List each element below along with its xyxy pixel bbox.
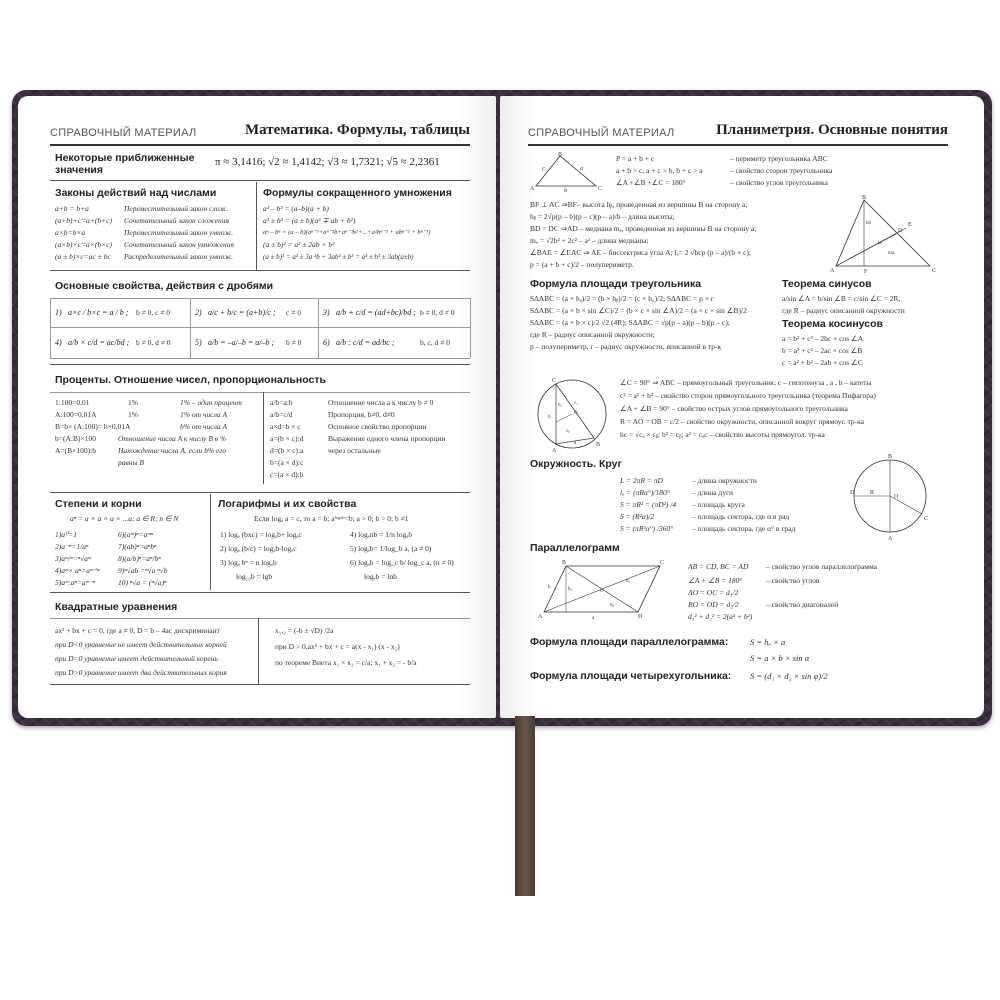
left-page	[18, 96, 496, 718]
par-label: hₐ	[568, 587, 572, 592]
power-rule: 9)ⁿ√ab =ⁿ√a ⁿ√b	[118, 566, 168, 575]
log-rule: log₁₀b = lgb	[236, 572, 273, 581]
law-desc: Распределительный закон умнож.	[124, 252, 234, 261]
fractions-title: Основные свойства, действия с дробями	[55, 280, 274, 292]
circle-label: C	[924, 516, 929, 522]
quad-row: x₁,₂ = (-b ± √D) /2a	[275, 626, 334, 635]
prop-formula: d=(b × c):a	[270, 446, 304, 455]
percent-title: Проценты. Отношение чисел, пропорциональность	[55, 374, 326, 386]
right-tri-row: c² = a² + b² – свойство сторон прямоугольного треугольника (теорема Пифагора)	[620, 391, 876, 400]
tri-line: hᵦ = 2√p(p – b)(p – c)(p – a)/b – длина высоты;	[530, 212, 675, 221]
circle-label: O	[894, 494, 899, 500]
circle-formula: lₐ = (πRα°)/180°	[620, 488, 670, 497]
bookmark-ribbon	[515, 716, 535, 896]
law-formula: (a+b)+c=a+(b+c)	[55, 216, 112, 225]
tri-label: c	[542, 166, 545, 172]
right-tri-row: R = AO = OB = c/2 – свойство окружности, описанной вокруг прямоуг. тр-ка	[620, 417, 865, 426]
left-header	[50, 122, 470, 139]
log-rule: 5) logₐb= 1/log_b a, (a ≠ 0)	[350, 544, 432, 553]
divider	[50, 358, 470, 359]
fraction-cond: b ≠ 0, c ≠ 0	[136, 308, 171, 317]
divider	[190, 298, 191, 358]
divider	[50, 298, 470, 299]
fraction-cond: b ≠ 0	[286, 338, 302, 347]
cosines-row: a = b² + c² – 2bc × cos ∠A	[782, 334, 864, 343]
tri-label: h꜀	[558, 403, 563, 408]
divider	[50, 618, 470, 619]
par-formula: AO = OC = d₁/2	[688, 588, 739, 597]
tri-label: E	[908, 222, 912, 228]
divider	[50, 392, 470, 393]
right-header	[528, 122, 948, 139]
quad-row: при D<0 уравнение не имеет действительных корней	[55, 640, 227, 649]
par-desc: – свойство диагоналей	[766, 600, 839, 609]
par-label: D	[638, 614, 643, 620]
par-label: d₂	[610, 603, 615, 608]
par-area-row: S = a × b × sin α	[750, 653, 810, 663]
fraction-expr: a/c + b/c = (a+b)/c ;	[208, 308, 276, 317]
tri-label: A	[530, 186, 535, 192]
right-page	[500, 96, 984, 718]
percent-b: 1%	[128, 398, 138, 407]
tri-line: ∠BAE = ∠EAC ⇒ AE – биссектриса угла A; lₐ= 2 √bcp (p – a)/(b + c);	[530, 248, 752, 257]
tri-label: F	[864, 269, 868, 275]
log-rule: 1) logₐ (bxc) = logₐb+ logₐc	[220, 530, 302, 539]
tri-label: A	[552, 448, 557, 454]
power-rule: 7)(ab)ⁿ=aⁿbⁿ	[118, 542, 157, 551]
circle-formula: S = (R²α)/2	[620, 512, 655, 521]
tri-label: B	[558, 152, 563, 158]
par-label: B	[562, 560, 567, 566]
basic-formula: P = a + b + c	[616, 154, 655, 163]
power-rule: 8)(a/b)ⁿ=aⁿ/bⁿ	[118, 554, 161, 563]
circle-formula: S = πR² = (πD²) /4	[620, 500, 677, 509]
divider	[50, 684, 470, 685]
tri-label: B	[862, 195, 867, 201]
tri-label: b	[548, 415, 551, 420]
divider	[470, 298, 471, 358]
area-row: S∆ABC = (a × hₐ)/2 = (b × hᵦ)/2 = (c × h꜀)/2; S∆ABC = p × r	[530, 294, 714, 303]
tri-label: a	[580, 166, 583, 172]
divider	[258, 618, 259, 684]
fraction-expr: a/b : c/d = ad/bc ;	[336, 338, 395, 347]
log-rule: 6) logₐb = log_c b/ log_c a, (n ≠ 0)	[350, 558, 454, 567]
right-header-title: Планиметрия. Основные понятия	[716, 122, 948, 138]
right-tri-row: ∠C = 90° ⇒ ABC – прямоугольный треугольник; c – гипотенуза , a , b – катеты	[620, 378, 872, 387]
percent-c: равны B	[118, 458, 145, 467]
log-rule: 2) logₐ (b/c) = logₐb-logₐc	[220, 544, 297, 553]
par-label: A	[538, 614, 543, 620]
approx-title: Некоторые приближенные значения	[55, 152, 195, 176]
cosines-row: b = a² + c² – 2ac × cos ∠B	[782, 346, 863, 355]
power-rule: 3)aᵐ/ⁿ=ⁿ√aᵐ	[55, 554, 91, 563]
divider	[50, 592, 470, 593]
prop-formula: a/b=a:b	[270, 398, 293, 407]
par-label: b	[548, 585, 551, 590]
tri-line: BD = DC ⇒AD – медиана mₐ, проведенная из вершины B на сторону a;	[530, 224, 757, 233]
cosines-row: c = a² + b² – 2ab × cos ∠C	[782, 358, 863, 367]
cosines-title: Теорема косинусов	[782, 318, 883, 330]
basic-desc: – периметр треугольника ABC	[730, 154, 828, 163]
basic-desc: – свойство сторон треугольника	[730, 166, 833, 175]
tri-label: la	[878, 241, 882, 246]
logs-title: Логарифмы и их свойства	[218, 498, 357, 510]
par-label: O	[600, 589, 604, 594]
triangle-heights-diagram	[830, 194, 940, 274]
log-rule: 3) logₐ bⁿ = n logₐb	[220, 558, 277, 567]
divider	[256, 182, 257, 270]
par-label: a	[592, 616, 595, 621]
area-title: Формула площади треугольника	[530, 278, 702, 290]
fraction-expr: a/b = –a/–b = a/–b ;	[208, 338, 275, 347]
law-formula: a+b = b+a	[55, 204, 89, 213]
tri-label: D	[898, 228, 903, 234]
circle-formula: S = (πR²α°) /360°	[620, 524, 674, 533]
power-rule: 6)(aᵐ)ⁿ=aᵐⁿ	[118, 530, 153, 539]
percent-c: 1% от числа A	[180, 410, 228, 419]
par-formula: BO = OD = d₂/2	[688, 600, 739, 609]
circle-formula: L = 2πR = πD	[620, 476, 663, 485]
par-area-title: Формула площади параллелограмма:	[530, 636, 729, 648]
sines-title: Теорема синусов	[782, 278, 872, 290]
right-tri-row: hc = √cₐ × cᵦ; b² = cᵦ; a² = cₐc – свойство высоты прямоугол. тр-ка	[620, 430, 825, 439]
power-rule: 5)aᵐ:aⁿ=aᵐ⁻ⁿ	[55, 578, 95, 587]
divider	[50, 180, 470, 181]
parallelogram-diagram	[536, 558, 666, 620]
circle-title: Окружность. Круг	[530, 458, 622, 470]
fraction-cond: b ≠ 0, d ≠ 0	[136, 338, 171, 347]
law-desc: Сочетательный закон умножения	[124, 240, 234, 249]
left-header-title: Математика. Формулы, таблицы	[244, 122, 470, 138]
tri-label: ma	[888, 251, 895, 256]
short-mult-title: Формулы сокращенного умножения	[263, 187, 452, 199]
percent-a: A:100=0,01A	[55, 410, 97, 419]
percent-a: b=(A:B)×100	[55, 434, 96, 443]
powers-title: Степени и корни	[55, 498, 142, 510]
law-desc: Переместительный закон слож.	[124, 204, 229, 213]
right-triangle-circle-diagram	[534, 374, 614, 454]
law-formula: a×b=b×a	[55, 228, 86, 237]
circle-desc: – длина окружности	[692, 476, 757, 485]
power-rule: 4)aᵐ× aⁿ=aᵐ⁺ⁿ	[55, 566, 100, 575]
tri-label: cᵦ	[566, 429, 570, 434]
law-formula: (a×b)×c=a×(b×c)	[55, 240, 112, 249]
quad-row: ax² + bx + c = 0, где a ≠ 0, D = b – 4ac дискриминант	[55, 626, 220, 635]
divider	[50, 492, 470, 493]
right-tri-row: ∠A + ∠B = 90° – свойство острых углов прямоугольного треугольника	[620, 404, 848, 413]
short-mult-row: (a ± b)² = a² ± 2ab + b²	[263, 240, 335, 249]
percent-b: 1%	[128, 410, 138, 419]
quad-title: Квадратные уравнения	[55, 601, 178, 613]
power-rule: 1)a⁰=1	[55, 530, 77, 539]
tri-line: p = (a + b + c)/2 – полупериметр.	[530, 260, 634, 269]
tri-label: C	[598, 186, 603, 192]
fraction-cond: b, c, d ≠ 0	[420, 338, 450, 347]
triangle-diagram	[530, 152, 610, 192]
divider	[50, 364, 470, 365]
laws-title: Законы действий над числами	[55, 187, 217, 199]
circle-desc: – площадь круга	[692, 500, 745, 509]
percent-a: A=(B×100):b	[55, 446, 96, 455]
par-label: C	[660, 560, 665, 566]
fraction-expr: a/b × c/d = ac/bd ;	[68, 338, 130, 347]
fraction-num: 4)	[55, 338, 62, 347]
fraction-expr: a/b + c/d = (ad+bc)/bd ;	[336, 308, 416, 317]
short-mult-row: a³ ± b³ = (a ± b)(a² ∓ ab + b²)	[263, 216, 356, 225]
prop-desc: Отношение числа a к числу b ≠ 0	[328, 398, 434, 407]
header-rule	[50, 144, 470, 146]
powers-def: aⁿ = a × a × a × ...a; a ∈ R; n ∈ N	[70, 514, 179, 523]
prop-desc: Пропорция, b≠0, d≠0	[328, 410, 395, 419]
par-formula: ∠A + ∠B = 180°	[688, 576, 743, 585]
circle-diagram	[850, 454, 940, 544]
percent-c: b% от числа A	[180, 422, 228, 431]
prop-desc: Выражение одного члена пропорции	[328, 434, 446, 443]
fraction-cond: b ≠ 0, d ≠ 0	[420, 308, 455, 317]
law-desc: Переместительный закон умнож.	[124, 228, 234, 237]
circle-label: R	[870, 490, 875, 496]
quad-row: при D=0 уравнение имеет действительный корень	[55, 654, 218, 663]
percent-c: 1% – один процент	[180, 398, 242, 407]
divider	[318, 298, 319, 358]
tri-label: C	[552, 378, 557, 384]
par-title: Параллелограмм	[530, 542, 620, 554]
approx-values: π ≈ 3,1416; √2 ≈ 1,4142; √3 ≈ 1,7321; √5 ≈ 2,2361	[215, 156, 440, 168]
log-rule: 4) logₐnb = 1/n logₐb	[350, 530, 413, 539]
basic-desc: – свойство углов треугольника	[730, 178, 828, 187]
fraction-num: 6)	[323, 338, 330, 347]
power-rule: 2)a⁻ⁿ=1/aⁿ	[55, 542, 89, 551]
prop-formula: b=(a × d):c	[270, 458, 304, 467]
header-rule	[528, 144, 948, 146]
prop-formula: c=(a × d):b	[270, 470, 304, 479]
prop-desc: через остальные	[328, 446, 381, 455]
log-rule: logₑb = lnb	[364, 572, 397, 581]
tri-label: cₐ	[574, 401, 578, 406]
tri-label: C	[932, 268, 937, 274]
divider	[263, 392, 264, 484]
basic-formula: ∠A +∠B +∠C = 180°	[616, 178, 686, 187]
power-rule: 10) ⁿ√a = (ⁿ√a)ⁿ	[118, 578, 167, 587]
tri-label: a	[574, 441, 577, 446]
prop-formula: a/b=c/d	[270, 410, 293, 419]
percent-c: Нахождение числа A, если b% его	[118, 446, 227, 455]
law-formula: (a ± b)×c=ac ± bc	[55, 252, 111, 261]
fraction-expr: a×c / b×c = a / b ;	[68, 308, 129, 317]
short-mult-row: (a ± b)³ = a³ ± 3a ²b + 3ab² ± b³ = a³ ± b³ ± 3ab(a±b)	[263, 253, 414, 261]
prop-formula: a=(b × c):d	[270, 434, 304, 443]
prop-desc: Основное свойство пропорции	[328, 422, 427, 431]
circle-desc: – длина дуги	[692, 488, 734, 497]
quad-row: при D > 0,ax² + bx + c = a(x - x₁) (x - x₂)	[275, 642, 400, 651]
left-header-small: СПРАВОЧНЫЙ МАТЕРИАЛ	[50, 127, 197, 139]
logs-def: Если logₐ a = c, то a = b; aˡᵒᵍᵃᵇ=b; a > 0; b > 0; b ≠1	[254, 514, 409, 523]
basic-formula: a + b > c, a + c > b, b + c > a	[616, 166, 703, 175]
short-mult-row: a² – b² = (a–b)(a + b)	[263, 204, 329, 213]
area-row: где R – радиус описанной окружности;	[530, 330, 655, 339]
fraction-num: 5)	[195, 338, 202, 347]
tri-label: O	[574, 411, 578, 416]
circle-label: B	[888, 454, 893, 460]
par-area-row: S = hₐ × a	[750, 637, 786, 647]
sines-row: a/sin ∠A = b/sin ∠B = c/sin ∠C = 2R,	[782, 294, 901, 303]
par-desc: – свойство углов параллелограмма	[766, 562, 878, 571]
quad-area-row: S = (d₁ × d₂ × sin φ)/2	[750, 671, 828, 681]
area-row: S∆ABC = (a × b × c)/2 √2 (4R); S∆ABC = √p(p – a)(p – b)(p – c);	[530, 318, 730, 327]
quad-area-title: Формула площади четырехугольника:	[530, 670, 732, 682]
percent-a: B=b× (A:100)= b×0,01A	[55, 422, 131, 431]
circle-label: A	[888, 536, 893, 542]
divider	[50, 327, 470, 328]
tri-label: hb	[866, 221, 871, 226]
divider	[50, 270, 470, 271]
par-formula: AB = CD, BC = AD	[688, 562, 749, 571]
par-desc: – свойство углов	[766, 576, 820, 585]
right-header-small: СПРАВОЧНЫЙ МАТЕРИАЛ	[528, 127, 675, 139]
fraction-num: 1)	[55, 308, 62, 317]
par-label: d₁	[626, 579, 631, 584]
tri-line: BF ⊥ AC ⇒BF– высота hᵦ, проведенная из вершины B на сторону a;	[530, 200, 748, 209]
sines-row: где R – радиус описанной окружности	[782, 306, 905, 315]
divider	[210, 494, 211, 590]
par-formula: d₁² + d₂² = 2(a² + b²)	[688, 612, 753, 621]
percent-a: 1:100=0,01	[55, 398, 90, 407]
circle-desc: – площадь сектора, где α в рад	[692, 512, 790, 521]
circle-desc: – площадь сектора, где α° в град	[692, 524, 796, 533]
quad-row: при D>0 уравнение имеет два действительных корня	[55, 668, 227, 677]
law-desc: Сочетательный закон сложения	[124, 216, 230, 225]
prop-formula: a×d=b × c	[270, 422, 301, 431]
tri-label: B	[596, 442, 601, 448]
area-row: p – полупериметр, r – радиус окружности, вписанной в тр-к	[530, 342, 722, 351]
area-row: S∆ABC = (a × b × sin ∠C)/2 = (b × c × sin ∠A)/2 = (a × c × sin ∠B)/2	[530, 306, 747, 315]
fraction-num: 3)	[323, 308, 330, 317]
percent-c: Отношение числа A к числу B в %	[118, 434, 227, 443]
tri-label: b	[564, 188, 567, 194]
quad-row: по теореме Виета x₁ × x₂ = c/a; x₁ + x₂ = - b/a	[275, 658, 417, 667]
fraction-cond: c ≠ 0	[286, 308, 301, 317]
divider	[50, 298, 51, 358]
fraction-num: 2)	[195, 308, 202, 317]
short-mult-row: aⁿ – bⁿ = (a – b)(aⁿ⁻¹+aⁿ⁻²b+aⁿ⁻³b²+...+a²bⁿ⁻³ + abⁿ⁻² + bⁿ⁻¹)	[263, 229, 431, 236]
tri-line: mₐ = √2b² + 2c² – a² – длина медианы;	[530, 236, 649, 245]
tri-label: A	[830, 268, 835, 274]
circle-label: D	[850, 490, 855, 496]
